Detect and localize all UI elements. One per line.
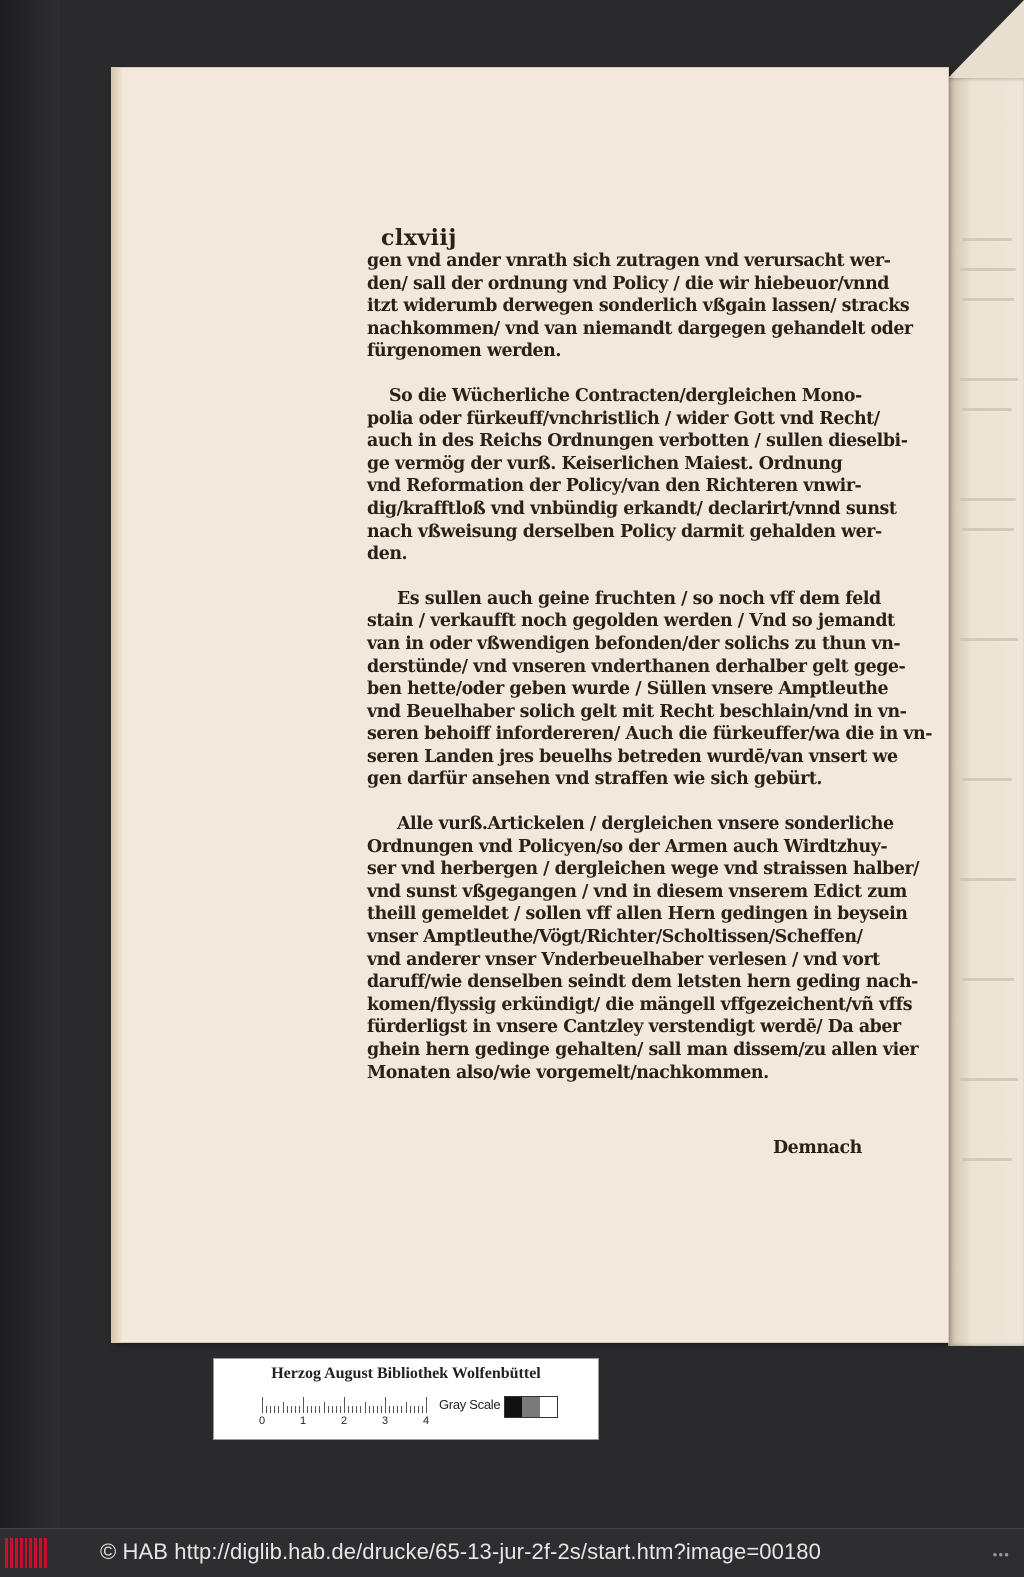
paragraph-3 xyxy=(367,588,932,791)
ruler-tick xyxy=(406,1402,407,1413)
text-line: itzt widerumb derwegen sonderlich vßgain lassen/ stracks xyxy=(367,296,910,317)
ruler-tick xyxy=(319,1406,320,1413)
show-through-line xyxy=(960,268,1016,271)
text-line: vnser Amptleuthe/Vögt/Richter/Scholtissen/Scheffen/ xyxy=(367,927,863,948)
text-line: Monaten also/wie vorgemelt/nachkommen. xyxy=(367,1062,769,1083)
ruler-tick xyxy=(385,1397,386,1413)
ruler-tick xyxy=(369,1406,370,1413)
text-line: seren behoiff infordereren/ Auch die fürkeuffer/wa die in vn- xyxy=(367,724,932,745)
ruler-tick xyxy=(262,1397,263,1413)
text-line: dig/krafftloß vnd vnbündig erkandt/ declarirt/vnnd sunst xyxy=(367,498,897,519)
hab-logo-icon xyxy=(5,1538,47,1568)
gray-swatch-dark xyxy=(505,1397,522,1417)
ruler-tick xyxy=(344,1397,345,1413)
ruler-tick xyxy=(287,1406,288,1413)
gray-swatch-mid xyxy=(522,1397,539,1417)
ruler-tick xyxy=(389,1406,390,1413)
text-line: den/ sall der ordnung vnd Policy / die wir hiebeuor/vnnd xyxy=(367,273,889,294)
ruler-tick xyxy=(352,1406,353,1413)
copyright-url-text[interactable]: © HAB http://diglib.hab.de/drucke/65-13-jur-2f-2s/start.htm?image=00180 xyxy=(100,1539,821,1564)
catchword: Demnach xyxy=(773,1138,862,1158)
ruler-tick xyxy=(365,1402,366,1413)
ruler-tick xyxy=(291,1406,292,1413)
ruler-number: 0 xyxy=(258,1415,266,1427)
ruler-tick xyxy=(328,1406,329,1413)
text-line: daruff/wie denselben seindt dem letsten hern geding nach- xyxy=(367,972,918,993)
ruler-tick xyxy=(336,1406,337,1413)
text-line: stain / verkaufft noch gegolden werden / Vnd so jemandt xyxy=(367,611,895,632)
facing-page-corner xyxy=(948,0,1024,78)
ruler-tick xyxy=(270,1406,271,1413)
text-line: vnd sunst vßgegangen / vnd in diesem vnserem Edict zum xyxy=(367,881,907,902)
viewer-footer xyxy=(0,1528,1024,1577)
paragraph-1 xyxy=(367,250,913,363)
text-line: komen/flyssig erkündigt/ die mängell vffgezeichent/vñ vffs xyxy=(367,994,913,1015)
book-page xyxy=(112,68,948,1342)
ruler-tick xyxy=(332,1406,333,1413)
ruler-tick xyxy=(393,1406,394,1413)
show-through-line xyxy=(962,1158,1012,1161)
text-line: seren Landen jres beuelhs betreden wurdē/van vnsert we xyxy=(367,746,898,767)
text-line: ge vermög der vurß. Keiserlichen Maiest. Ordnung xyxy=(367,453,843,474)
ruler-number: 3 xyxy=(381,1415,389,1427)
text-line: ser vnd herbergen / dergleichen wege vnd straissen halber/ xyxy=(367,859,920,880)
ruler-tick xyxy=(360,1406,361,1413)
ruler-tick xyxy=(373,1406,374,1413)
ruler-tick xyxy=(324,1402,325,1413)
library-name: Herzog August Bibliothek Wolfenbüttel xyxy=(271,1365,541,1382)
ruler-tick xyxy=(278,1406,279,1413)
scan-background-edge xyxy=(0,0,60,1528)
paragraph-2 xyxy=(367,385,908,566)
text-line: vnd Reformation der Policy/van den Richteren vnwir- xyxy=(367,476,862,497)
text-line: fürderligst in vnsere Cantzley verstendigt werdē/ Da aber xyxy=(367,1017,901,1038)
ruler-tick xyxy=(266,1406,267,1413)
facing-page-edge xyxy=(948,78,1024,1346)
text-line: ghein hern gedinge gehalten/ sall man dissem/zu allen vier xyxy=(367,1040,919,1060)
ruler-tick xyxy=(414,1406,415,1413)
folio-number: clxviij xyxy=(381,225,457,251)
page-gutter-edge xyxy=(112,68,122,1342)
show-through-line xyxy=(960,878,1016,881)
ruler-number: 4 xyxy=(422,1415,430,1427)
ruler-tick xyxy=(315,1406,316,1413)
text-line: polia oder fürkeuff/vnchristlich / wider Gott vnd Recht/ xyxy=(367,408,880,429)
ruler-tick xyxy=(426,1397,427,1413)
show-through-line xyxy=(960,1078,1018,1081)
gray-scale-label: Gray Scale xyxy=(439,1397,501,1412)
ruler-tick xyxy=(311,1406,312,1413)
ruler-tick xyxy=(401,1406,402,1413)
ruler-tick xyxy=(303,1397,304,1413)
show-through-line xyxy=(962,778,1012,781)
scale-ruler xyxy=(258,1397,430,1427)
ruler-tick xyxy=(295,1406,296,1413)
gray-swatch-light xyxy=(540,1397,557,1417)
text-line: theill gemeldet / sollen vff allen Hern gedingen in beysein xyxy=(367,904,908,925)
text-line: auch in des Reichs Ordnungen verbotten / sullen dieselbi- xyxy=(367,431,908,452)
text-line: den. xyxy=(367,544,408,565)
text-line: Ordnungen vnd Policyen/so der Armen auch Wirdtzhuy- xyxy=(367,836,888,857)
ruler-tick xyxy=(381,1406,382,1413)
ruler-tick xyxy=(418,1406,419,1413)
text-line: Alle vurß.Artickelen / dergleichen vnsere sonderliche xyxy=(397,814,894,835)
ruler-tick xyxy=(356,1406,357,1413)
show-through-line xyxy=(962,408,1012,411)
ruler-tick xyxy=(377,1406,378,1413)
library-color-card xyxy=(213,1358,599,1440)
ruler-tick xyxy=(299,1406,300,1413)
page-text-block xyxy=(367,225,932,1084)
text-line: nachkommen/ vnd van niemandt dargegen gehandelt oder xyxy=(367,318,913,339)
text-line: derstünde/ vnd vnseren vnderthanen derhalber gelt gege- xyxy=(367,656,906,677)
ruler-tick xyxy=(274,1406,275,1413)
show-through-line xyxy=(960,378,1018,381)
ruler-tick xyxy=(422,1406,423,1413)
ruler-number: 1 xyxy=(299,1415,307,1427)
show-through-line xyxy=(962,298,1014,301)
text-line: Es sullen auch geine fruchten / so noch vff dem feld xyxy=(397,588,881,609)
text-line: gen darfür ansehen vnd straffen wie sich gebürt. xyxy=(367,769,823,790)
ruler-tick xyxy=(410,1406,411,1413)
text-line: ben hette/oder geben wurde / Süllen vnsere Amptleuthe xyxy=(367,679,889,700)
text-line: vnd anderer vnser Vnderbeuelhaber verlesen / vnd vort xyxy=(367,949,880,970)
text-line: So die Wücherliche Contracten/dergleichen Mono- xyxy=(389,385,862,406)
show-through-line xyxy=(962,978,1014,981)
show-through-line xyxy=(962,528,1014,531)
ruler-number: 2 xyxy=(340,1415,348,1427)
ruler-tick xyxy=(340,1406,341,1413)
ruler-tick xyxy=(397,1406,398,1413)
text-line: nach vßweisung derselben Policy darmit gehalden wer- xyxy=(367,521,882,542)
paragraph-4 xyxy=(367,813,920,1084)
ruler-tick xyxy=(307,1406,308,1413)
ruler-tick xyxy=(283,1402,284,1413)
show-through-line xyxy=(960,638,1018,641)
more-options-icon[interactable]: ●●● xyxy=(992,1550,1010,1559)
text-line: vnd Beuelhaber solich gelt mit Recht beschlain/vnd in vn- xyxy=(367,701,907,722)
text-line: fürgenomen werden. xyxy=(367,341,561,362)
text-line: gen vnd ander vnrath sich zutragen vnd verursacht wer- xyxy=(367,251,891,271)
show-through-line xyxy=(960,498,1016,501)
show-through-line xyxy=(962,238,1012,241)
ruler-tick xyxy=(348,1406,349,1413)
text-line: van in oder vßwendigen befonden/der solichs zu thun vn- xyxy=(367,633,901,654)
gray-scale-swatches xyxy=(504,1396,558,1418)
